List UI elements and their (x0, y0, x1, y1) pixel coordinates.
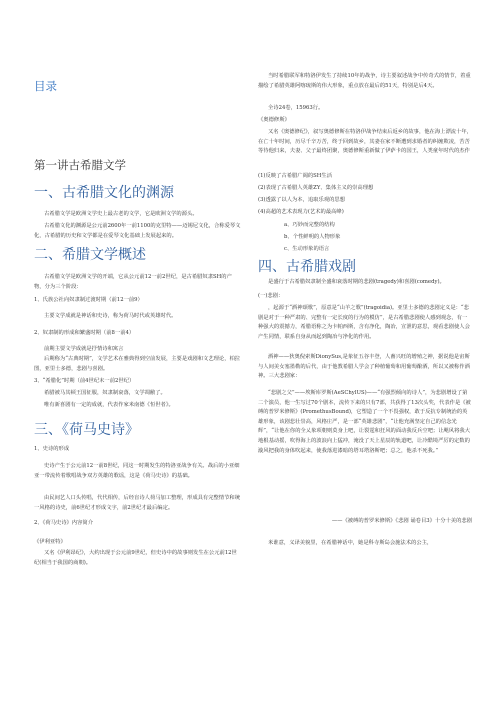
paragraph: 古希腊文学是欧洲文学的开端，它从公元前12一前2世纪，是古希腊奴隶SH的产物，分为三个阶段： (34, 274, 232, 290)
paragraph: 酒神——狄奥倪索斯DionySus,是象征五谷丰登，人畜兴旺的增殖之神，据说他是宙斯与人间美女塞墨勒的后代，由于他教希腊人学会了种植葡萄和用葡萄酿酒，所以又被称作酒神。三大悲剧家： (258, 354, 470, 380)
citation: ——《被缚的普罗米修斯》《悲剧 诵卷目3》十分十美的悲剧 (331, 518, 472, 524)
lecture-title: 第一讲古希腊文学 (34, 158, 126, 172)
subheading: 《伊利亚特》 (34, 539, 66, 545)
paragraph: 又名《奥德修纪》，叙写奥德修斯在特洛伊战争结束后返乡的故事，他在海上漂流十年，在亡十年时间，历尽千辛万苦，终于回到故乡，其妻在家不断遭到求婚者的纠缠欺凌，苦苦等待他归来，夫妻、父子最终团聚，奥德修斯重新做了伊萨卡的国王，人类童年时代的杰作 (258, 129, 472, 155)
paragraph: 当时希腊联军和特洛伊发生了持续10年的战争，诗主要叙述战争中传奇式的情节，着重描绘了希腊英雄阿喀琉斯的伟大形象，重点放在最后的51天，特别是后4天。 (258, 73, 471, 89)
paragraph: 是盛行于古希腊奴隶制全盛和衰落时期的悲剧(tragedy)和喜剧(comedy)。 (268, 279, 445, 285)
paragraph: 古希腊文化的渊源是公元前2600年一前1100的克里特——迈锡尼文化，合称爱琴文化，古希腊的历史和文学都是在爱琴文化基础上发展起来的。 (34, 223, 241, 239)
paragraph: 史诗产生于公元前12一前8世纪，同这一时期发生的特洛亚战争有关。战后的小亚细亚一带流传着歌唱战争双方英雄的歌谣，这是《荷马史诗》的基础。 (34, 463, 240, 479)
list-item: 1、史诗的形成 (34, 446, 70, 452)
list-item: 3、“希腊化”时期（前4世纪末一前2世纪） (34, 378, 135, 384)
paragraph: 希腊被马其顿王国征服，奴隶制衰落，文学凋敝了。 (44, 390, 166, 396)
paragraph: 古希腊文学是欧洲文学史上最古老的文学，它是欧洲文学的源头。 (44, 211, 198, 217)
paragraph: 前期主要文学成就是抒情诗和寓言 (44, 346, 124, 352)
section-heading-2: 二、希腊文学概述 (34, 247, 146, 263)
list-item: 1、氏族公社向奴隶制过渡时期（前12一前9） (34, 297, 143, 303)
subheading: (一)悲剧： (258, 293, 284, 299)
list-item: (4)高超的艺术表现力(艺术的最高峰) (258, 209, 344, 215)
list-item: (2)表现了古希腊人英雄ZY、集体主义的崇高理想 (258, 185, 374, 191)
toc-link[interactable]: 目录 (34, 79, 57, 93)
paragraph: 又名《伊利昂纪》，大约出现于公元前9世纪，但史诗中的故事则发生在公元前12世纪(相当于我国的商朝)。 (34, 550, 237, 566)
paragraph: 米谁意，义译美貌里，在希腊神话中，她是科寺斯岛会施法术的公主， (268, 540, 433, 546)
paragraph: “悲剧之父”——埃斯库罗斯(AeSChylUS)——“有强烈倾向的诗人”，为悲剧增设了第二个演员，他一生写过70个剧本，流传下来的只有7部，共获得了13次头奖，代表作是《被缚的普罗米修斯》(PromethusBound)，它塑造了一个不畏强权，敢于反抗专制统治的英雄形象，该剧悲壮崇高，风格庄严，是一部“英雄悲剧”，“让他充满坚定自己的信念光辉”，“让他在你的全乂象项朝则莫身上吧，让裂霆和狂风的面动我反兵空吧；让飓风将我大地根基动摇，吹得海上的波浪向上猛冲，淹没了天上星辰的轨道吧，让冷酷境严厉的定数的漩风把我的身体吹起来，使我落进漆暗的塔耳塔洛斯吧；总之，他杀不死我。” (258, 390, 471, 454)
paragraph: 唯有新喜剧有一定的成就，代表作家米南德《恒世者》。 (44, 402, 174, 408)
paragraph: 主要文学成就是神话和史诗，称为荷马时代或英雄时代。 (44, 313, 177, 319)
list-item: 2、奴隶制的形成和繁盛时期（前8一前4） (34, 330, 135, 336)
section-heading-1: 一、古希腊文化的渊源 (34, 185, 174, 201)
list-item: 2、《荷马史诗》内容简介 (34, 520, 93, 526)
list-item: a、巧妙而完整的结构 (284, 222, 335, 228)
list-item: b、个性鲜明的人物形象 (284, 234, 341, 240)
subheading: 《奥德修斯》 (258, 117, 290, 123)
paragraph: 由民间艺人口头传唱，代代相传，后经盲诗人荷马加工整理，形成具有完整情节和统一风格的诗史，前6世纪才形成文字，前2世纪才最后编定。 (34, 495, 240, 511)
paragraph: ，起源于“酒神颂歌”，原意是“山羊之歌”(tragoidia)。亚里士多德的悲剧定义是：“悲剧是对于一种严肃的、完整有一定长度的行为的模仿”，是古希腊悲剧使人感到观念，有一种强大的震撼力，希腊语称之为卡帕西斯，含有净化，陶冶，宣泄的意思，观看悲剧使人会产生同情，联系自身从而起到陶冶与净化的作用。 (258, 305, 470, 340)
list-item: (3)透露了以人为本，追取乐观的思想 (258, 197, 345, 203)
list-item: (1)反映了古希腊广阔的SH生活 (258, 173, 333, 179)
paragraph: 后期称为“古典时期”，文学艺术在雅典得到空前发展，主要是戏剧和文艺理论，柏拉图，亚里士多德，悲剧与喜剧。 (34, 356, 241, 372)
list-item: c、生动形象的语言 (284, 246, 330, 252)
section-heading-3: 三、《荷马史诗》 (34, 422, 139, 438)
paragraph: 全诗24卷，15963行。 (268, 105, 324, 111)
section-heading-4: 四、古希腊戏剧 (258, 259, 356, 275)
